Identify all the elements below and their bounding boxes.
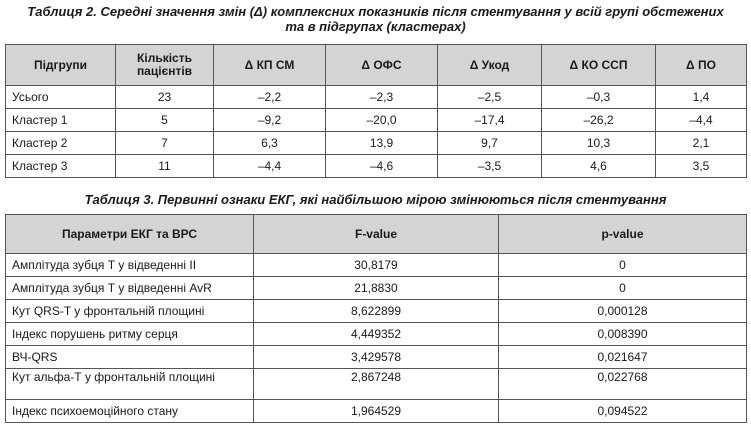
table2-cell: Кластер 3 [6, 155, 116, 178]
table3-cell: Кут альфа-Т у фронтальній площині [6, 369, 254, 400]
table3-cell: Індекс психоемоційного стану [6, 400, 254, 423]
table2-header-delta-ofs: Δ ОФС [326, 45, 438, 86]
table3-cell: 3,429578 [254, 346, 499, 369]
table2-cell: –20,0 [326, 109, 438, 132]
table3-cell: 0,000128 [499, 300, 747, 323]
table2-cell: Кластер 1 [6, 109, 116, 132]
table2-cell: –26,2 [542, 109, 656, 132]
table3-cell: 2,867248 [254, 369, 499, 400]
table-row [6, 277, 747, 300]
table3-header-p-value: p-value [499, 215, 747, 254]
table2-caption-line2: та в підгрупах (кластерах) [285, 19, 466, 34]
table2-cell: 1,4 [656, 86, 747, 109]
table3-caption: Таблиця 3. Первинні ознаки ЕКГ, які найбільшою мірою змінюються після стентування [84, 192, 667, 207]
table-row [6, 109, 747, 132]
table3 [5, 214, 747, 423]
table2 [5, 44, 747, 178]
table2-cell: –2,3 [326, 86, 438, 109]
table2-cell: –4,4 [214, 155, 326, 178]
table2-caption [0, 4, 751, 34]
table2-cell: –4,6 [326, 155, 438, 178]
table2-cell: 4,6 [542, 155, 656, 178]
table2-header-delta-po: Δ ПО [656, 45, 747, 86]
table-row [6, 300, 747, 323]
table3-cell: 0,022768 [499, 369, 747, 400]
table-row [6, 400, 747, 423]
table2-cell: –2,5 [438, 86, 542, 109]
table3-cell: 0 [499, 277, 747, 300]
table3-cell: 0,021647 [499, 346, 747, 369]
table2-cell: 2,1 [656, 132, 747, 155]
table2-header-row [6, 45, 747, 86]
table3-header-parameters: Параметри ЕКГ та ВРС [6, 215, 254, 254]
table3-cell: Амплітуда зубця Т у відведенні AvR [6, 277, 254, 300]
table2-header-patient-count: Кількість пацієнтів [116, 45, 214, 86]
table3-cell: 4,449352 [254, 323, 499, 346]
table2-cell: 7 [116, 132, 214, 155]
table2-cell: 13,9 [326, 132, 438, 155]
table3-cell: Амплітуда зубця Т у відведенні II [6, 254, 254, 277]
table2-cell: –3,5 [438, 155, 542, 178]
table-row [6, 86, 747, 109]
table2-cell: 10,3 [542, 132, 656, 155]
table3-cell: 0,094522 [499, 400, 747, 423]
table3-cell: 0,008390 [499, 323, 747, 346]
table2-cell: 9,7 [438, 132, 542, 155]
table-row [6, 323, 747, 346]
table3-cell: 21,8830 [254, 277, 499, 300]
table2-cell: 5 [116, 109, 214, 132]
table3-cell: 0 [499, 254, 747, 277]
table3-cell: ВЧ-QRS [6, 346, 254, 369]
table3-header-row [6, 215, 747, 254]
table3-cell: 30,8179 [254, 254, 499, 277]
table3-cell: Індекс порушень ритму серця [6, 323, 254, 346]
table2-header-delta-ukod: Δ Укод [438, 45, 542, 86]
table-row [6, 254, 747, 277]
table3-header-f-value: F-value [254, 215, 499, 254]
table2-header-subgroups: Підгрупи [6, 45, 116, 86]
table-row [6, 155, 747, 178]
table2-cell: Кластер 2 [6, 132, 116, 155]
table2-cell: 23 [116, 86, 214, 109]
table2-cell: –9,2 [214, 109, 326, 132]
table2-cell: 6,3 [214, 132, 326, 155]
table2-cell: 11 [116, 155, 214, 178]
table2-cell: –2,2 [214, 86, 326, 109]
table2-cell: 3,5 [656, 155, 747, 178]
table3-cell: Кут QRS-T у фронтальній площині [6, 300, 254, 323]
table-row [6, 132, 747, 155]
table-row [6, 369, 747, 400]
table2-cell: –0,3 [542, 86, 656, 109]
table2-cell: Усього [6, 86, 116, 109]
table2-cell: –4,4 [656, 109, 747, 132]
table-row [6, 346, 747, 369]
table2-header-delta-ko-ssp: Δ КО ССП [542, 45, 656, 86]
table2-header-delta-kp-sm: Δ КП СМ [214, 45, 326, 86]
table3-cell: 8,622899 [254, 300, 499, 323]
table2-caption-line1: Таблиця 2. Середні значення змін (Δ) комплексних показників після стентування у всій групі обстежених [27, 4, 724, 19]
table3-cell: 1,964529 [254, 400, 499, 423]
table2-cell: –17,4 [438, 109, 542, 132]
